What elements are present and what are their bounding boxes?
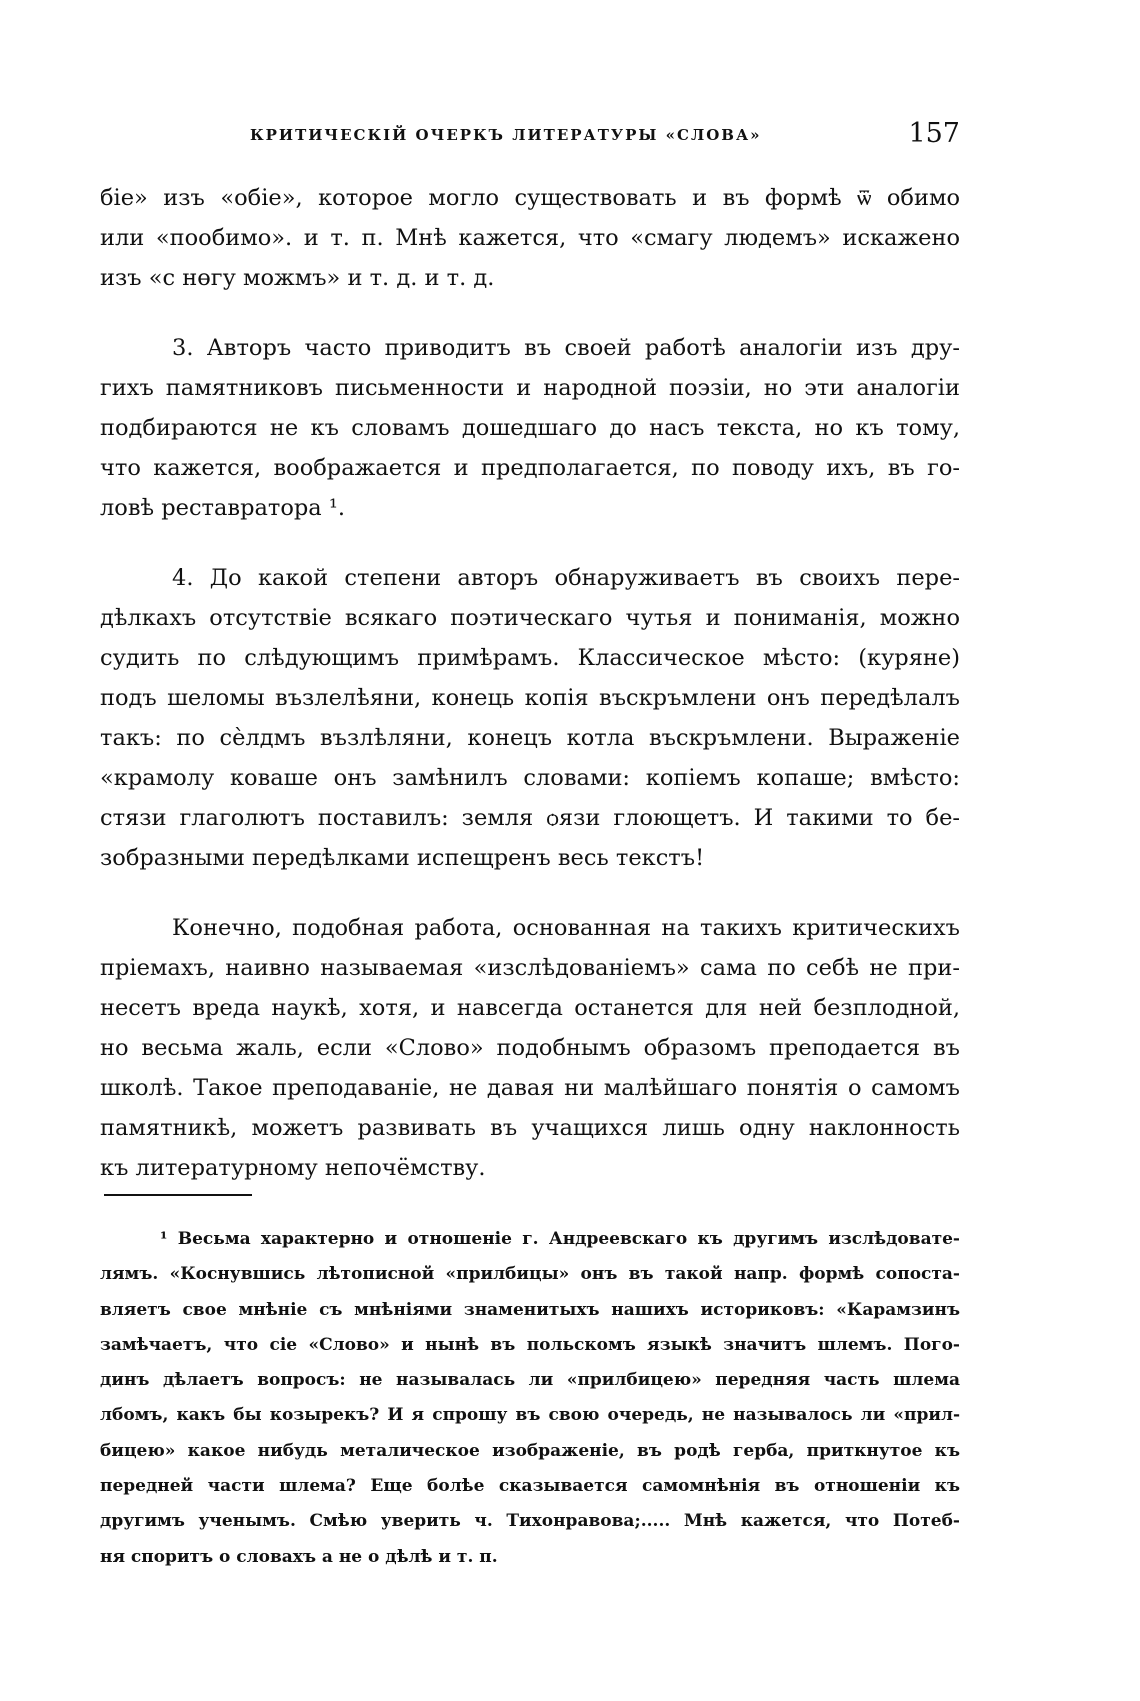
text-line: что кажется, воображается и предполагается, по поводу ихъ, въ го- <box>100 455 960 481</box>
footnote-line: ня споритъ о словахъ а не о дѣлѣ и т. п. <box>100 1546 498 1567</box>
text-line: подъ шеломы възлелѣяни, конець копія въскръмлени онъ передѣлалъ <box>100 685 960 711</box>
text-line: Конечно, подобная работа, основанная на такихъ критическихъ <box>172 915 960 941</box>
page-number: 157 <box>908 118 960 149</box>
footnote-separator <box>104 1194 252 1196</box>
paragraph <box>100 558 960 878</box>
running-title: КРИТИЧЕСКІЙ ОЧЕРКЪ ЛИТЕРАТУРЫ «СЛОВА» <box>250 126 762 144</box>
text-line: 3. Авторъ часто приводитъ въ своей работѣ аналогіи изъ дру- <box>172 335 960 361</box>
text-line: несетъ вреда наукѣ, хотя, и навсегда останется для ней безплодной, <box>100 995 960 1021</box>
paragraph <box>100 908 960 1188</box>
footnote-line: передней части шлема? Еще болѣе сказывается самомнѣнія въ отношеніи къ <box>100 1476 960 1497</box>
text-line: подбираются не къ словамъ дошедшаго до насъ текста, но къ тому, <box>100 415 960 441</box>
footnote-line: замѣчаетъ, что сіе «Слово» и нынѣ въ польскомъ языкѣ значитъ шлемъ. Пого- <box>100 1334 960 1355</box>
text-line: стязи глаголютъ поставилъ: земля ѻязи глоющетъ. И такими то бе- <box>100 805 960 831</box>
text-line: или «пообимо». и т. п. Мнѣ кажется, что «смагу людемъ» искажено <box>100 225 960 251</box>
paragraph <box>100 328 960 528</box>
text-line: пріемахъ, наивно называемая «изслѣдованіемъ» сама по себѣ не при- <box>100 955 960 981</box>
footnote <box>100 1222 960 1575</box>
text-line: школѣ. Такое преподаваніе, не давая ни малѣйшаго понятія о самомъ <box>100 1075 960 1101</box>
text-line: ловѣ реставратора ¹. <box>100 495 346 521</box>
main-text <box>100 178 960 1218</box>
text-line: такъ: по сѐлдмъ възлѣляни, конецъ котла въскръмлени. Выраженіе <box>100 725 960 751</box>
text-line: «крамолу коваше онъ замѣнилъ словами: копіемъ копаше; вмѣсто: <box>100 765 960 791</box>
page-header <box>100 118 960 158</box>
text-line: гихъ памятниковъ письменности и народной поэзіи, но эти аналогіи <box>100 375 960 401</box>
text-line: зобразными передѣлками испещренъ весь текстъ! <box>100 845 705 871</box>
text-line: 4. До какой степени авторъ обнаруживаетъ въ своихъ пере- <box>172 565 960 591</box>
footnote-line: динъ дѣлаетъ вопросъ: не называлась ли «прилбицею» передняя часть шлема <box>100 1370 960 1391</box>
footnote-line: другимъ ученымъ. Смѣю уверить ч. Тихонравова;..... Мнѣ кажется, что Потеб- <box>100 1511 960 1532</box>
footnote-line: лямъ. «Коснувшись лѣтописной «прилбицы» онъ въ такой напр. формѣ сопоста- <box>100 1264 960 1285</box>
footnote-line: бицею» какое нибудь металическое изображеніе, въ родѣ герба, приткнутое къ <box>100 1440 960 1461</box>
text-line: судить по слѣдующимъ примѣрамъ. Классическое мѣсто: (куряне) <box>100 645 960 671</box>
text-line: но весьма жаль, если «Слово» подобнымъ образомъ преподается въ <box>100 1035 960 1061</box>
text-line: дѣлкахъ отсутствіе всякаго поэтическаго чутья и пониманія, можно <box>100 605 960 631</box>
text-line: памятникѣ, можетъ развивать въ учащихся лишь одну наклонность <box>100 1115 960 1141</box>
footnote-line: ¹ Весьма характерно и отношеніе г. Андреевскаго къ другимъ изслѣдовате- <box>160 1229 960 1249</box>
text-line: біе» изъ «обіе», которое могло существовать и въ формѣ ѿ обимо <box>100 185 960 211</box>
text-line: къ литературному непочёмству. <box>100 1155 486 1181</box>
footnote-line: вляетъ свое мнѣніе съ мнѣніями знаменитыхъ нашихъ историковъ: «Карамзинъ <box>100 1299 960 1320</box>
text-line: изъ «с нөгу можмъ» и т. д. и т. д. <box>100 265 495 291</box>
paragraph <box>100 178 960 298</box>
footnote-line: лбомъ, какъ бы козырекъ? И я спрошу въ свою очередь, не называлось ли «прил- <box>100 1405 960 1426</box>
